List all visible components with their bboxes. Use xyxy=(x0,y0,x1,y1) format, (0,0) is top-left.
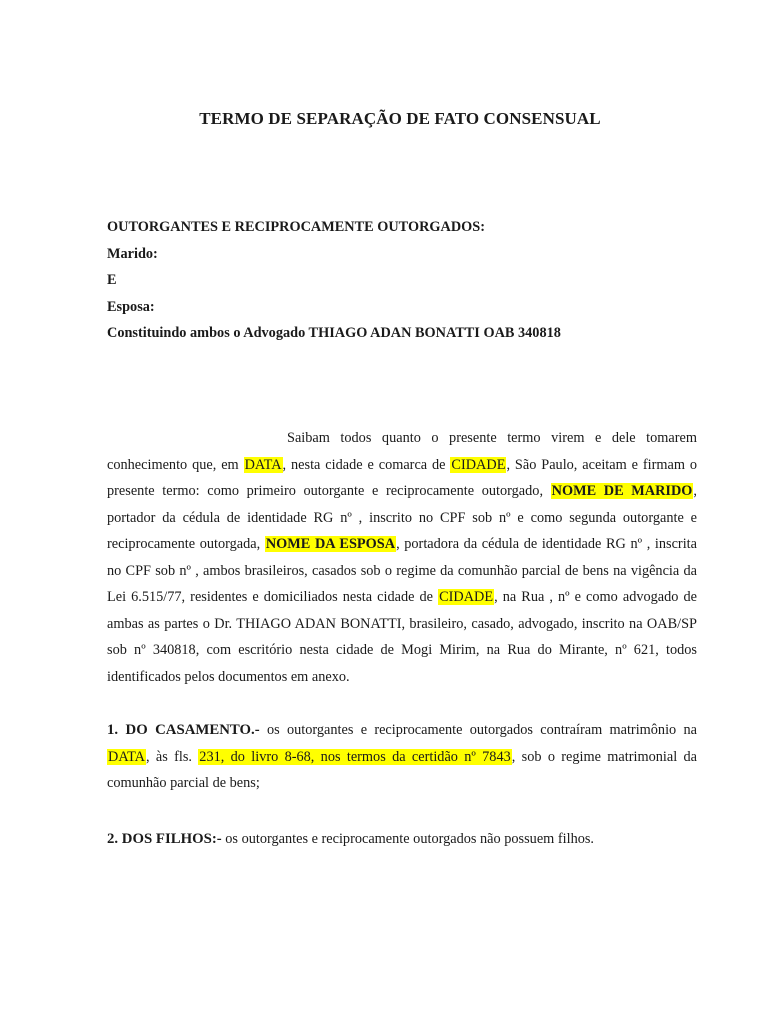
lawyer-line: Constituindo ambos o Advogado THIAGO ADAN BONATTI OAB 340818 xyxy=(107,325,561,341)
parties-block xyxy=(107,214,561,347)
certificate-reference: 231, do livro 8-68, nos termos da certidão nº 7843 xyxy=(199,748,511,765)
and-label: E xyxy=(107,272,117,288)
intro-text-2: , nesta cidade e comarca de xyxy=(282,456,451,473)
marriage-text-1: os outorgantes e reciprocamente outorgados contraíram matrimônio na xyxy=(259,722,697,738)
husband-label: Marido: xyxy=(107,245,158,262)
marriage-text-2: , às fls. xyxy=(145,748,199,765)
marriage-paragraph xyxy=(107,717,697,797)
children-text-1: os outorgantes e reciprocamente outorgados não possuem filhos. xyxy=(221,831,595,847)
marriage-text-3: , sob o regime matrimonial da comunhão parcial de bens; xyxy=(107,748,697,791)
intro-text-4: , portador da cédula de identidade RG nº , inscrito no CPF sob nº e como segunda outorgante e reciprocamente outorgada, xyxy=(107,483,697,552)
intro-text-5: , portadora da cédula de identidade RG nº , inscrita no CPF sob nº , ambos brasileiros, casados sob o regime da comunhão parcial de bens na vigência da Lei 6.515/77, residentes e domiciliados nesta cidade de xyxy=(107,536,697,605)
intro-text-3: , São Paulo, aceitam e firmam o presente termo: como primeiro outorgante e reciprocamente outorgado, xyxy=(107,456,697,499)
children-paragraph xyxy=(107,826,697,853)
intro-text-1: Saibam todos quanto o presente termo virem e dele tomarem conhecimento que, em xyxy=(107,430,697,473)
husband-name-placeholder: NOME DE MARIDO xyxy=(551,483,693,499)
intro-paragraph xyxy=(107,425,697,690)
intro-text-6: , na Rua , nº e como advogado de ambas as partes o Dr. THIAGO ADAN BONATTI, brasileiro, casado, advogado, inscrito na OAB/SP sob nº 340818, com escritório nesta cidade de Mogi Mirim, na Rua do Mirante, nº 621, todos identificados pelos documentos em anexo. xyxy=(107,589,697,685)
parties-heading: OUTORGANTES E RECIPROCAMENTE OUTORGADOS: xyxy=(107,219,485,235)
marriage-date-placeholder: DATA xyxy=(108,748,145,765)
wife-label: Esposa: xyxy=(107,298,155,315)
city-placeholder: CIDADE xyxy=(451,456,506,473)
children-heading: 2. DOS FILHOS:- xyxy=(107,831,222,847)
document-title: TERMO DE SEPARAÇÃO DE FATO CONSENSUAL xyxy=(199,109,601,128)
date-placeholder: DATA xyxy=(244,456,282,473)
city-placeholder-2: CIDADE xyxy=(439,589,494,605)
wife-name-placeholder: NOME DA ESPOSA xyxy=(265,536,396,552)
marriage-heading: 1. DO CASAMENTO.- xyxy=(107,722,260,738)
